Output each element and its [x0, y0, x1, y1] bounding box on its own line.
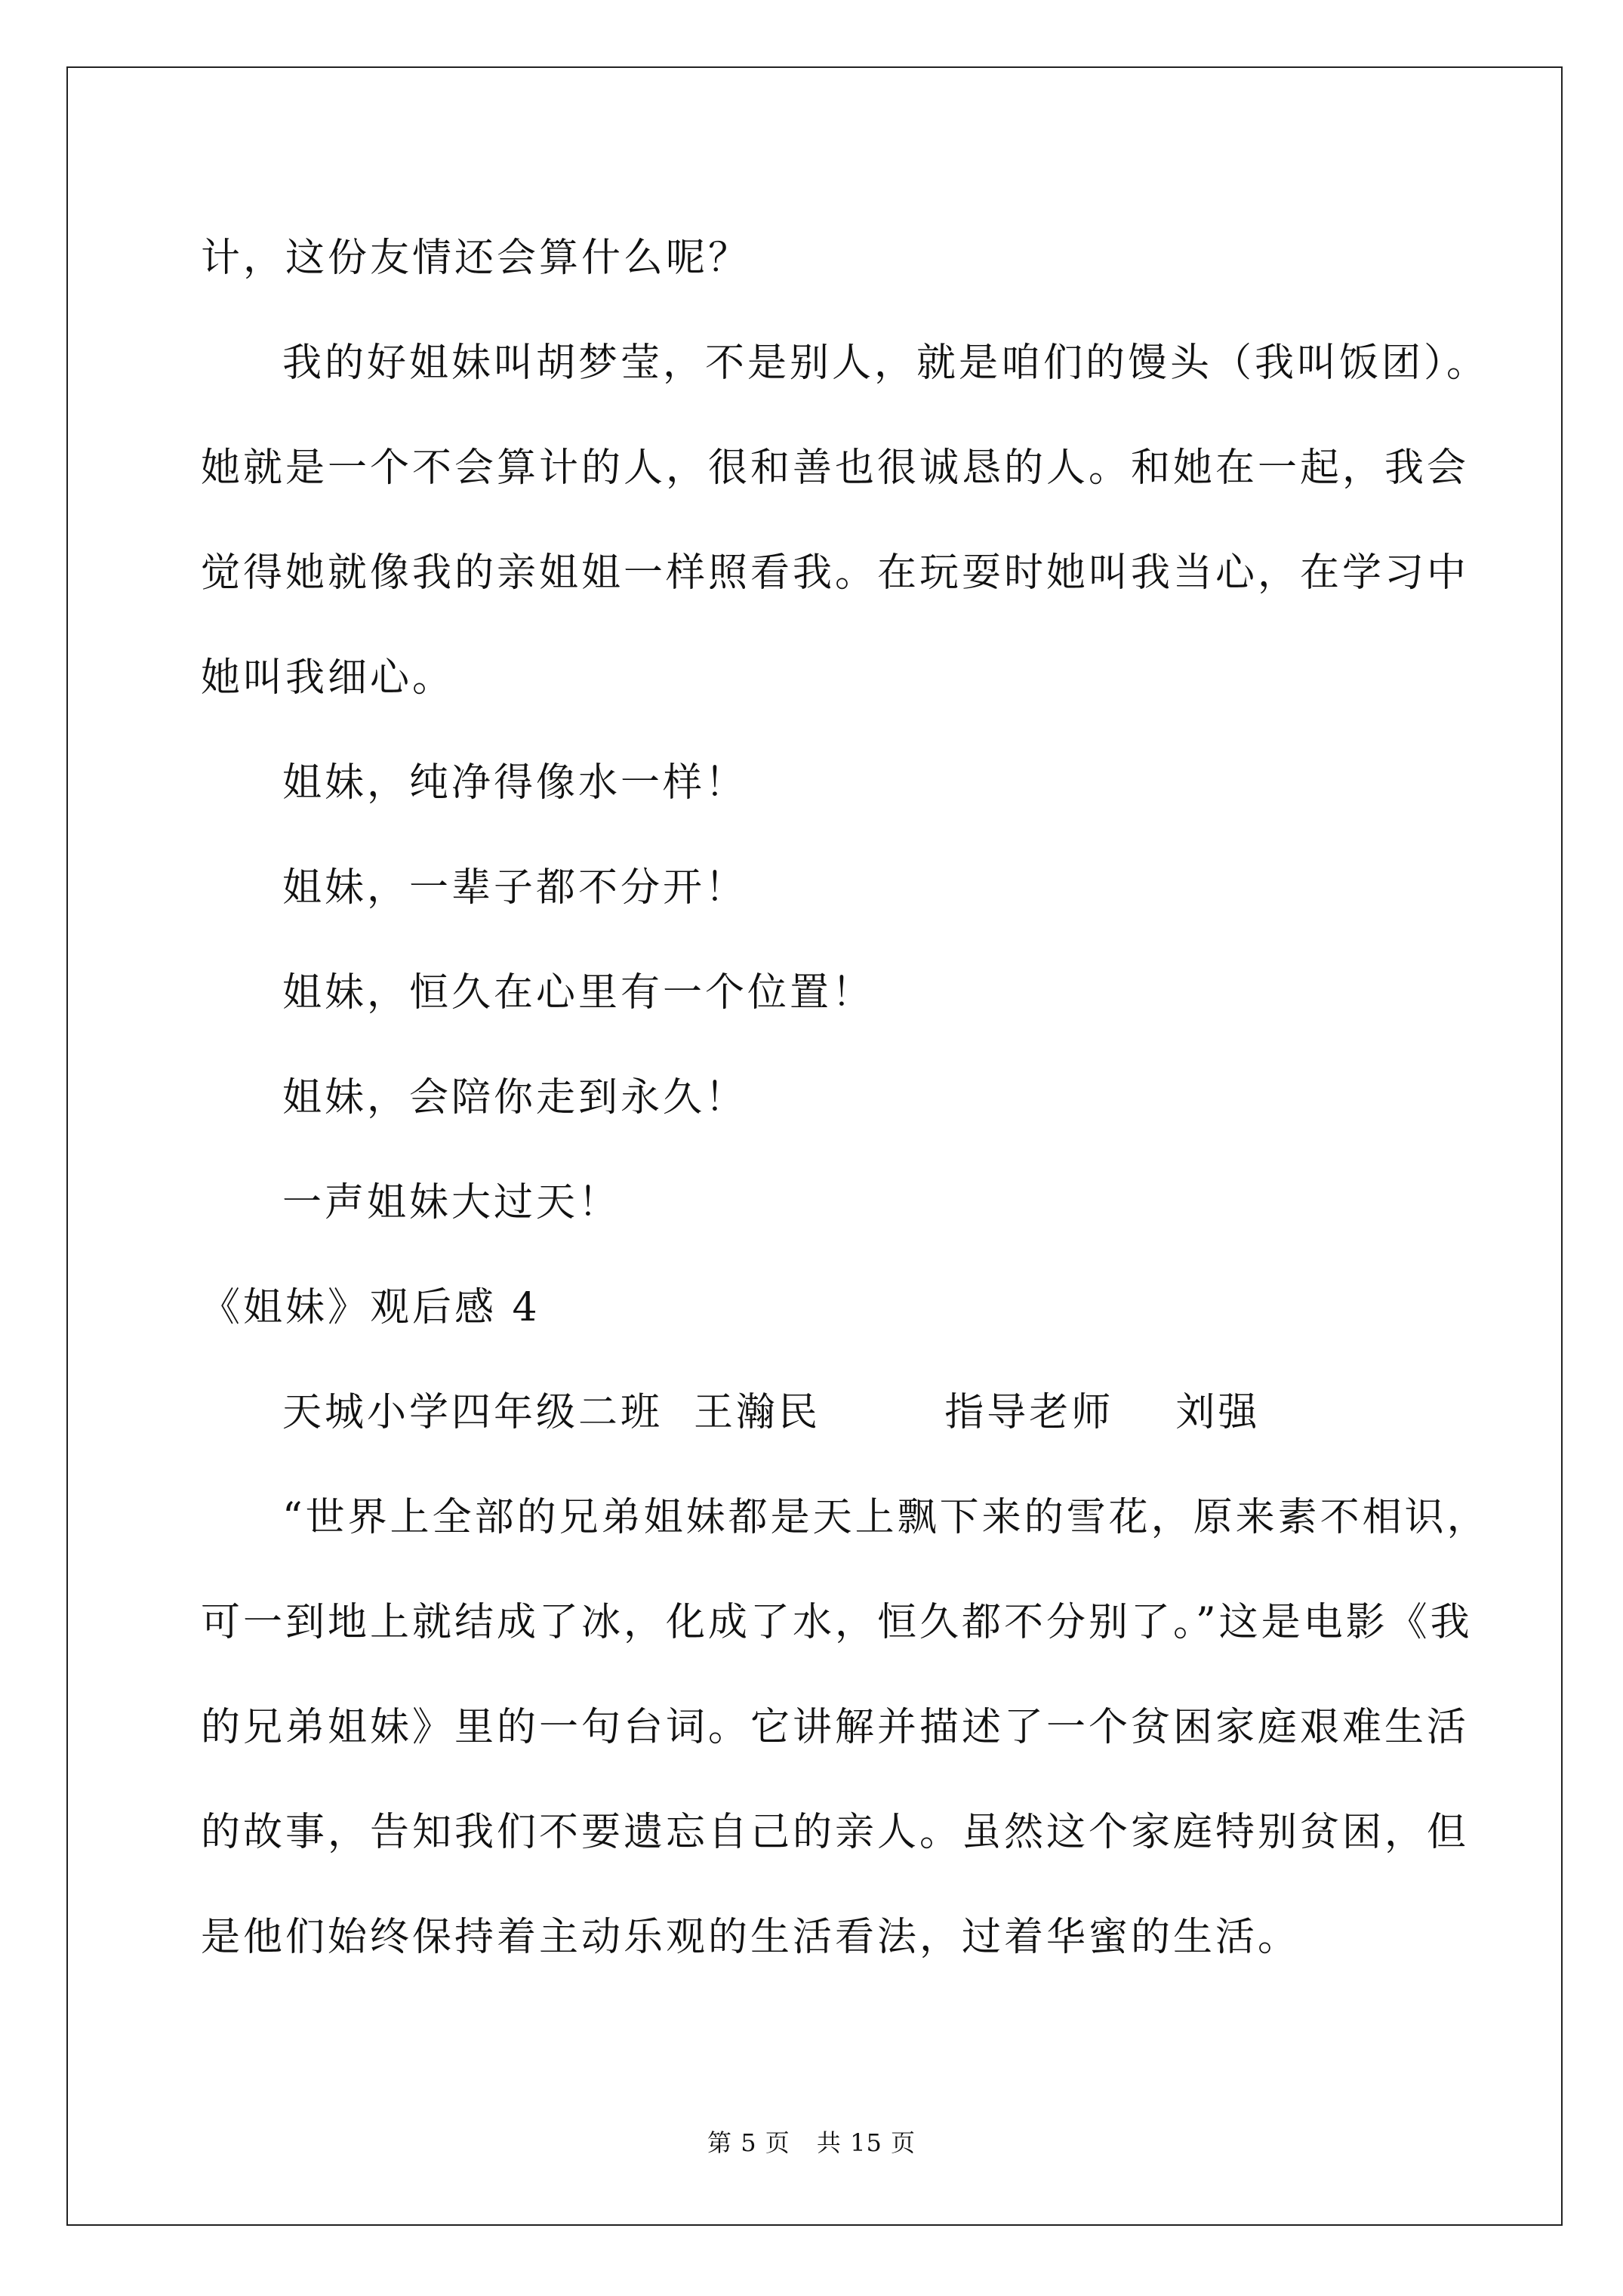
text-line: 她就是一个不会算计的人，很和善也很诚恳的人。和她在一起，我会 — [201, 445, 1470, 491]
text-line: 觉得她就像我的亲姐姐一样照看我。在玩耍时她叫我当心，在学习中 — [201, 550, 1470, 596]
section-heading: 《姐妹》观后感 4 — [201, 1285, 540, 1330]
text-line: 一声姐妹大过天！ — [282, 1180, 621, 1225]
author-line: 天城小学四年级二班 王瀚民 指导老师 刘强 — [282, 1390, 1261, 1435]
text-line: 姐妹，恒久在心里有一个位置！ — [282, 970, 875, 1015]
page-border — [66, 66, 1563, 2226]
text-line: 可一到地上就结成了冰，化成了水，恒久都不分别了。”这是电影《我 — [201, 1600, 1473, 1645]
text-line: 姐妹，纯净得像水一样！ — [282, 760, 748, 806]
page-number: 第 5 页 — [707, 2128, 790, 2157]
text-line: 姐妹，一辈子都不分开！ — [282, 865, 748, 911]
text-line: 的故事，告知我们不要遗忘自己的亲人。虽然这个家庭特别贫困，但 — [201, 1810, 1470, 1855]
text-line: 计，这份友情还会算什么呢？ — [201, 236, 751, 281]
text-line: “世界上全部的兄弟姐妹都是天上飘下来的雪花，原来素不相识， — [282, 1495, 1489, 1540]
page-total: 共 15 页 — [816, 2128, 916, 2157]
text-line: 的兄弟姐妹》里的一句台词。它讲解并描述了一个贫困家庭艰难生活 — [201, 1705, 1470, 1750]
text-line: 她叫我细心。 — [201, 655, 455, 701]
page-footer — [0, 2128, 1623, 2158]
text-line: 我的好姐妹叫胡梦莹，不是别人，就是咱们的馒头（我叫饭团）。 — [282, 341, 1489, 386]
text-line: 是他们始终保持着主动乐观的生活看法，过着华蜜的生活。 — [201, 1915, 1301, 1960]
text-line: 姐妹，会陪你走到永久！ — [282, 1075, 748, 1120]
